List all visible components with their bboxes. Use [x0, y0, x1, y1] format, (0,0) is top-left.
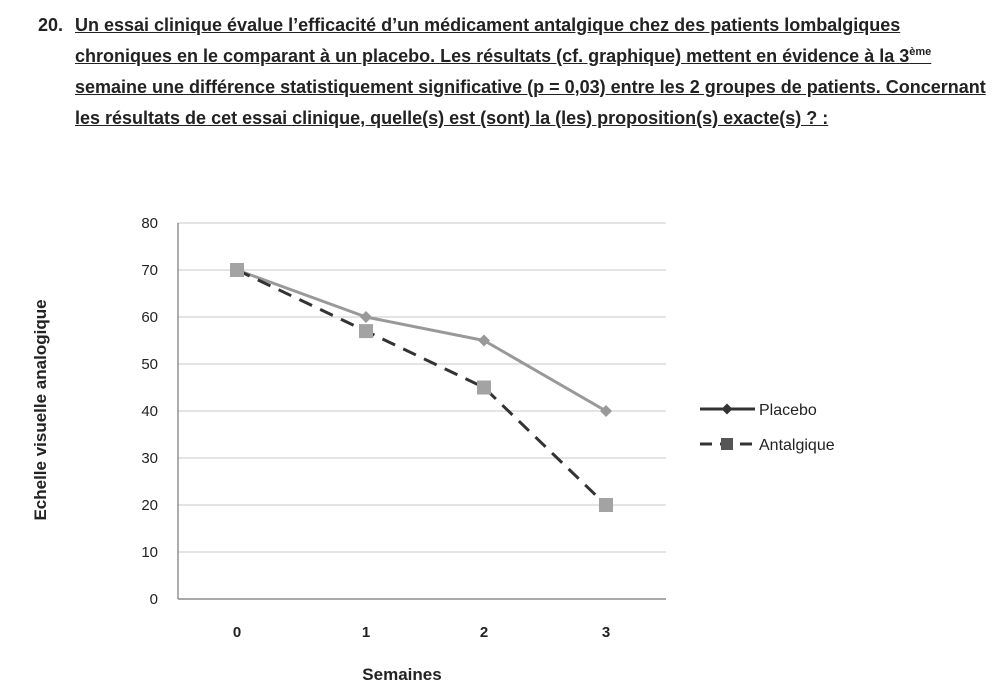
- data-point-antalgique: [599, 498, 613, 512]
- y-tick-label: 70: [141, 262, 158, 279]
- x-axis-ticks: [233, 624, 610, 641]
- legend-label-placebo: Placebo: [759, 402, 817, 419]
- y-tick-label: 50: [141, 356, 158, 373]
- data-point-antalgique: [359, 324, 373, 338]
- question-text-part2: semaine une différence statistiquement significative (p = 0,03) entre les 2 groupes de patients. Concernant les résultats de cet essai clinique, quelle(s) est (sont) la (les) proposition(s) exacte(s) ? :: [75, 77, 986, 128]
- y-tick-label: 0: [149, 591, 158, 608]
- chart-legend: [700, 402, 835, 454]
- y-axis-title: Echelle visuelle analogique: [31, 299, 50, 521]
- y-tick-label: 40: [141, 403, 158, 420]
- y-axis-ticks: [141, 215, 158, 608]
- x-tick-label: 2: [479, 624, 489, 641]
- y-tick-label: 80: [141, 215, 158, 232]
- data-point-placebo: [360, 311, 372, 323]
- y-tick-label: 10: [141, 544, 158, 561]
- question-text-part1: Un essai clinique évalue l’efficacité d’un médicament antalgique chez des patients lombalgiques chroniques en le comparant à un placebo. Les résultats (cf. graphique) mettent en évidence à la 3: [75, 15, 910, 66]
- x-axis-title: Semaines: [362, 665, 442, 684]
- x-tick-label: 1: [361, 624, 371, 641]
- data-point-placebo: [478, 335, 490, 347]
- series-line-antalgique: [237, 270, 606, 505]
- x-tick-label: 0: [232, 624, 242, 641]
- legend-marker-antalgique: [721, 438, 733, 450]
- y-tick-label: 60: [141, 309, 158, 326]
- x-tick-label: 3: [601, 624, 611, 641]
- data-point-antalgique: [230, 263, 244, 277]
- y-tick-label: 30: [141, 450, 158, 467]
- series-line-placebo: [237, 270, 606, 411]
- data-point-placebo: [600, 405, 612, 417]
- legend-marker-placebo: [722, 404, 733, 415]
- question-superscript: ème: [909, 46, 932, 58]
- chart-gridlines: [178, 223, 666, 552]
- question-number: 20.: [38, 15, 64, 35]
- legend-label-antalgique: Antalgique: [759, 437, 835, 454]
- y-tick-label: 20: [141, 497, 158, 514]
- data-point-antalgique: [477, 381, 491, 395]
- chart-series: [230, 263, 613, 512]
